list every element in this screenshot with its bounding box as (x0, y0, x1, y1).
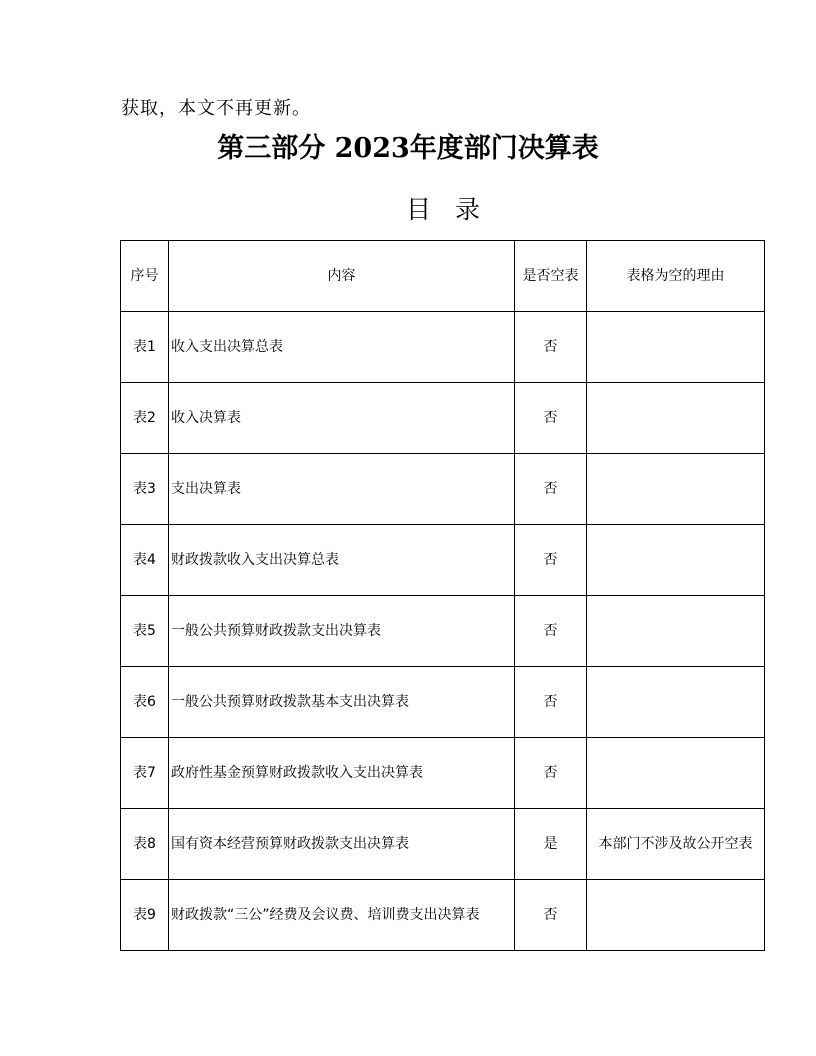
toc-table (120, 240, 765, 951)
toc-heading-char-2: 录 (455, 195, 481, 224)
table-row (121, 667, 765, 738)
row-is-empty: 否 (515, 525, 587, 596)
page-title: 第三部分 2023年度部门决算表 (217, 133, 599, 164)
header-no: 序号 (121, 241, 169, 312)
row-reason: 本部门不涉及故公开空表 (587, 809, 765, 880)
row-is-empty: 是 (515, 809, 587, 880)
row-is-empty: 否 (515, 738, 587, 809)
row-no: 表5 (121, 596, 169, 667)
row-reason (587, 383, 765, 454)
row-content: 政府性基金预算财政拨款收入支出决算表 (169, 738, 515, 809)
row-no: 表6 (121, 667, 169, 738)
table-row (121, 809, 765, 880)
row-no: 表2 (121, 383, 169, 454)
row-reason (587, 738, 765, 809)
table-row (121, 880, 765, 951)
toc-heading-char-1: 目 (405, 195, 431, 224)
table-row (121, 738, 765, 809)
row-is-empty: 否 (515, 596, 587, 667)
row-reason (587, 880, 765, 951)
row-reason (587, 454, 765, 525)
row-no: 表7 (121, 738, 169, 809)
row-content: 一般公共预算财政拨款基本支出决算表 (169, 667, 515, 738)
row-content: 财政拨款收入支出决算总表 (169, 525, 515, 596)
row-reason (587, 596, 765, 667)
row-no: 表9 (121, 880, 169, 951)
row-content: 支出决算表 (169, 454, 515, 525)
row-reason (587, 525, 765, 596)
row-content: 一般公共预算财政拨款支出决算表 (169, 596, 515, 667)
row-is-empty: 否 (515, 383, 587, 454)
row-content: 收入决算表 (169, 383, 515, 454)
row-content: 国有资本经营预算财政拨款支出决算表 (169, 809, 515, 880)
table-row (121, 525, 765, 596)
row-is-empty: 否 (515, 454, 587, 525)
table-row (121, 312, 765, 383)
toc-heading (0, 190, 816, 226)
table-row (121, 454, 765, 525)
row-is-empty: 否 (515, 880, 587, 951)
row-reason (587, 312, 765, 383)
row-no: 表4 (121, 525, 169, 596)
table-row (121, 596, 765, 667)
header-is-empty: 是否空表 (515, 241, 587, 312)
table-row (121, 383, 765, 454)
row-no: 表1 (121, 312, 169, 383)
row-is-empty: 否 (515, 312, 587, 383)
header-content: 内容 (169, 241, 515, 312)
row-no: 表8 (121, 809, 169, 880)
row-reason (587, 667, 765, 738)
row-is-empty: 否 (515, 667, 587, 738)
row-content: 收入支出决算总表 (169, 312, 515, 383)
row-content: 财政拨款“三公”经费及会议费、培训费支出决算表 (169, 880, 515, 951)
header-reason: 表格为空的理由 (587, 241, 765, 312)
row-no: 表3 (121, 454, 169, 525)
table-header-row (121, 241, 765, 312)
top-note: 获取，本文不再更新。 (121, 98, 311, 119)
